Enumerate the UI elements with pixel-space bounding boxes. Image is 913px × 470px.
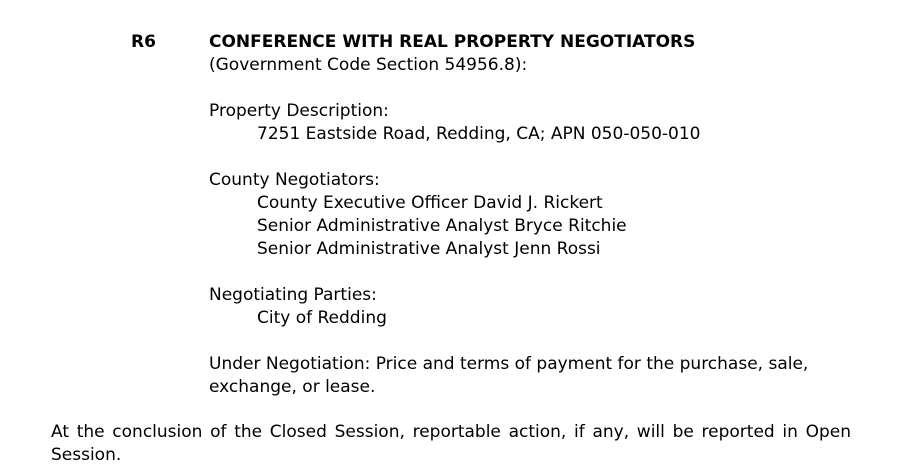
- under-negotiation-section: [209, 353, 889, 399]
- under-negotiation-line: Under Negotiation: Price and terms of payment for the purchase, sale,: [209, 354, 809, 374]
- county-negotiators-label: County Negotiators:: [209, 170, 380, 190]
- agenda-item-title: CONFERENCE WITH REAL PROPERTY NEGOTIATORS: [209, 32, 696, 52]
- negotiating-parties-section: [209, 284, 889, 330]
- county-negotiators-section: [209, 169, 889, 261]
- property-description-section: [209, 100, 889, 146]
- county-negotiator-name: Senior Administrative Analyst Jenn Rossi: [257, 239, 601, 259]
- agenda-item-number: R6: [131, 32, 156, 52]
- property-description-value: 7251 Eastside Road, Redding, CA; APN 050-050-010: [257, 124, 701, 144]
- negotiating-parties-value: City of Redding: [257, 308, 387, 328]
- negotiating-parties-label: Negotiating Parties:: [209, 285, 377, 305]
- agenda-item-body: [209, 31, 889, 399]
- property-description-label: Property Description:: [209, 101, 389, 121]
- county-negotiator-name: County Executive Officer David J. Rickert: [257, 193, 603, 213]
- county-negotiator-name: Senior Administrative Analyst Bryce Ritchie: [257, 216, 627, 236]
- government-code-reference: (Government Code Section 54956.8):: [209, 55, 528, 75]
- closing-paragraph: At the conclusion of the Closed Session, reportable action, if any, will be reported in Open Session.: [51, 422, 851, 465]
- under-negotiation-line: exchange, or lease.: [209, 377, 376, 397]
